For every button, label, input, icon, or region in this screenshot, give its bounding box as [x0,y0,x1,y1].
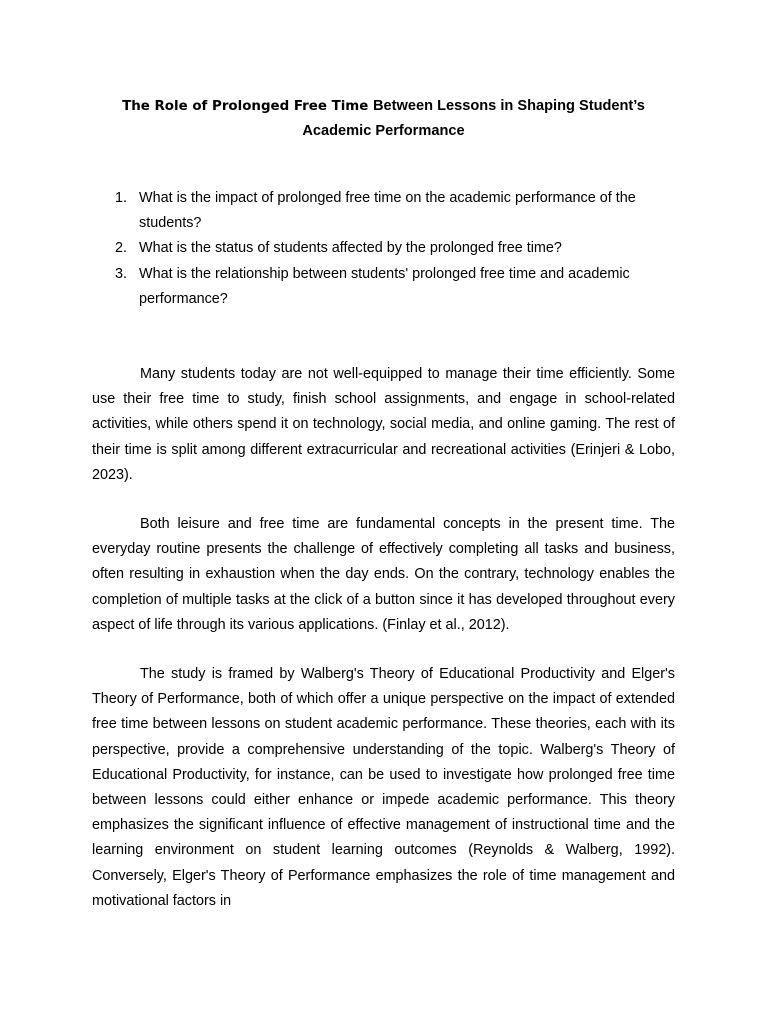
page-title [92,94,675,144]
page-title-segment-b: Between Lessons in Shaping Student’s Academic Performance [302,97,645,139]
list-item-label: What is the impact of prolonged free time on the academic performance of the students? [139,190,636,232]
page-title-segment-a: The Role of Prolonged Free Time [122,98,373,114]
list-item [92,262,675,312]
research-questions-list [92,186,675,312]
list-item-number: 1. [115,190,128,206]
list-item-number: 2. [115,240,128,257]
list-item-number: 3. [115,265,128,282]
paragraph: Both leisure and free time are fundamental concepts in the present time. The everyday routine presents the challenge of effectively completing all tasks and business, often resulting in exhaustion when the day ends. On the contrary, technology enables the completion of multiple tasks at the click of a button since it has developed throughout every aspect of life through its various applications. (Finlay et al., 2012). [92,516,675,633]
list-item [92,236,675,261]
body-text [92,362,675,914]
paragraph: Many students today are not well-equipped to manage their time efficiently. Some use their free time to study, finish school assignments, and engage in school-related activities, while others spend it on technology, social media, and online gaming. The rest of their time is split among different extracurricular and recreational activities (Erinjeri & Lobo, 2023). [92,366,675,483]
list-item-label: What is the status of students affected by the prolonged free time? [139,240,562,257]
list-item [92,186,675,236]
paragraph: The study is framed by Walberg's Theory of Educational Productivity and Elger's Theory of Performance, both of which offer a unique perspective on the impact of extended free time between lessons on student academic performance. These theories, each with its perspective, provide a comprehensive understanding of the topic. Walberg's Theory of Educational Productivity, for instance, can be used to investigate how prolonged free time between lessons could either enhance or impede academic performance. This theory emphasizes the significant influence of effective management of instructional time and the learning environment on student learning outcomes (Reynolds & Walberg, 1992). Conversely, Elger's Theory of Performance emphasizes the role of time management and motivational factors in [92,666,675,909]
list-item-label: What is the relationship between students' prolonged free time and academic performance? [139,265,630,307]
